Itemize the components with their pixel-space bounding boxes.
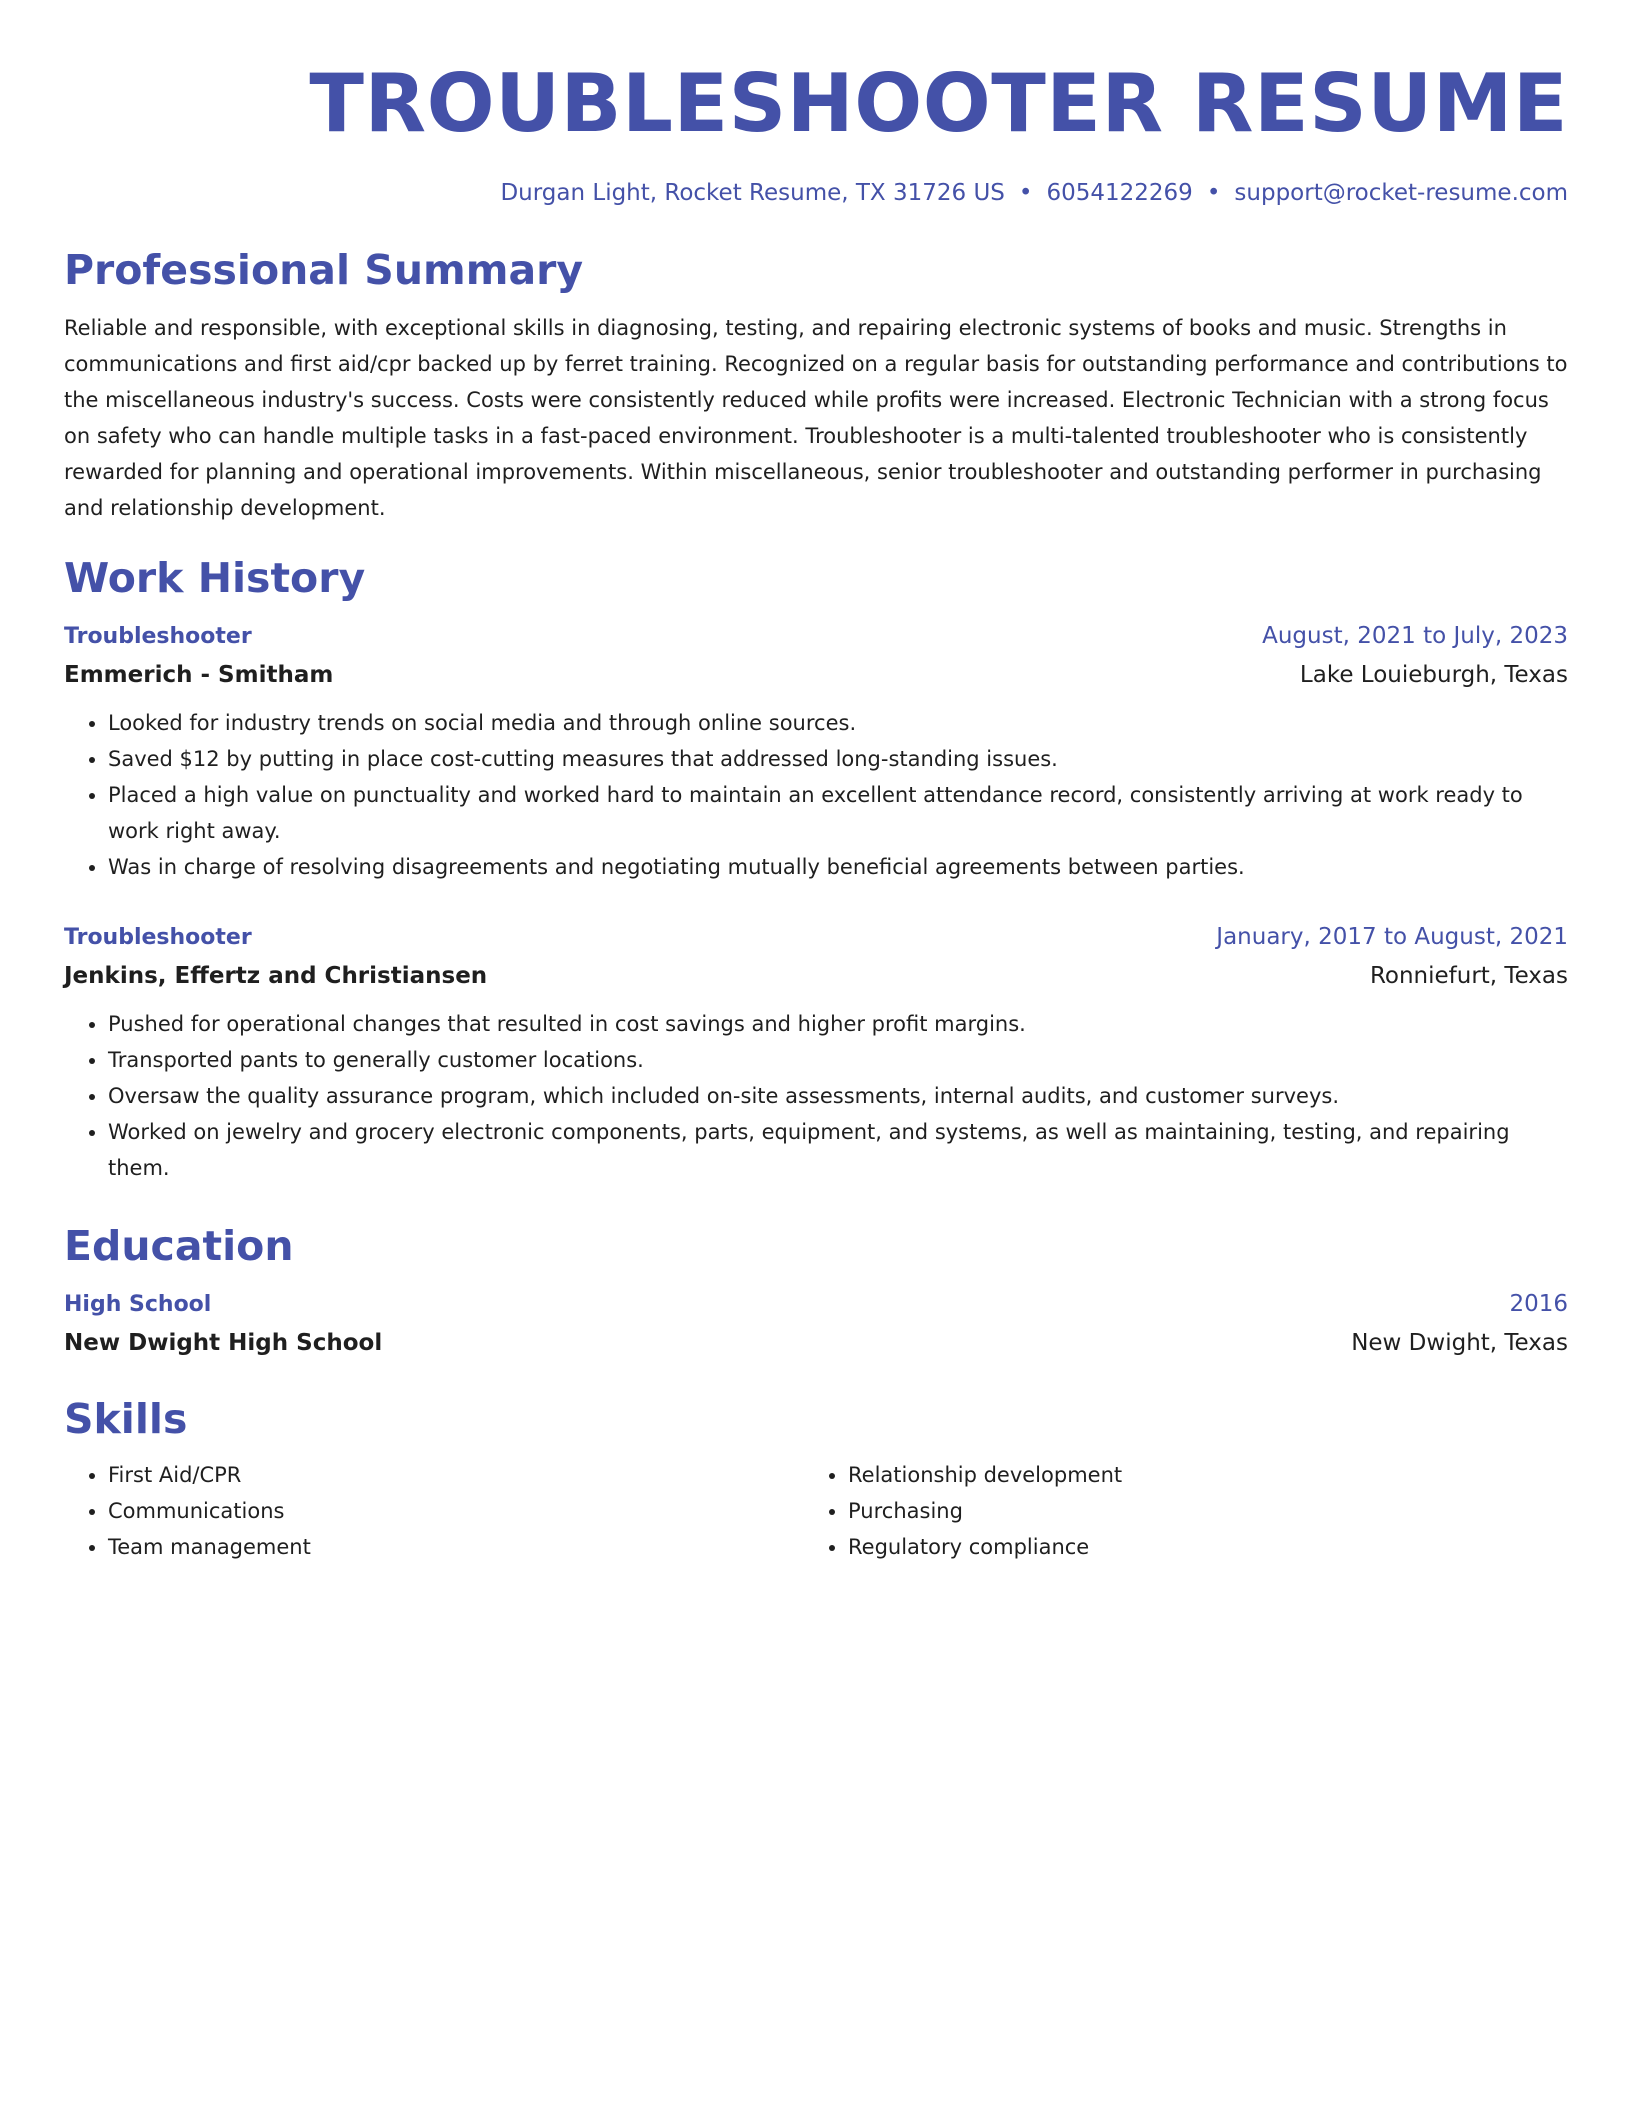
- skill-item: • Team management: [108, 1529, 804, 1565]
- skills-column-left: [64, 1457, 804, 1565]
- job-bullet: • Saved $12 by putting in place cost-cutting measures that addressed long-standing issues.: [108, 741, 1568, 777]
- education-degree-row: [64, 1286, 1568, 1323]
- contact-separator: •: [1018, 180, 1033, 206]
- job-bullets: [64, 1006, 1568, 1186]
- job-bullet: • Worked on jewelry and grocery electronic components, parts, equipment, and systems, as well as maintaining, testing, and repairing them.: [108, 1114, 1568, 1186]
- job-company-row: [64, 956, 1568, 996]
- skill-item: • Communications: [108, 1493, 804, 1529]
- skills-heading: Skills: [64, 1395, 188, 1443]
- job-bullet: • Oversaw the quality assurance program, which included on-site assessments, internal audits, and customer surveys.: [108, 1078, 1568, 1114]
- job-entry: [64, 919, 1568, 1186]
- job-title: Troubleshooter: [64, 624, 252, 649]
- job-title: Troubleshooter: [64, 925, 252, 950]
- summary-text: Reliable and responsible, with exceptional skills in diagnosing, testing, and repairing electronic systems of books and music. Strengths in communications and first aid/cpr backed up by ferret training. Recognized on a regular basis for outstanding performance and contributions to the miscellaneous industry's success. Costs were consistently reduced while profits were increased. Electronic Technician with a strong focus on safety who can handle multiple tasks in a fast-paced environment. Troubleshooter is a multi-talented troubleshooter who is consistently rewarded for planning and operational improvements. Within miscellaneous, senior troubleshooter and outstanding performer in purchasing and relationship development.: [64, 316, 1568, 520]
- contact-separator: •: [1206, 180, 1221, 206]
- job-bullet: • Pushed for operational changes that resulted in cost savings and higher profit margins.: [108, 1006, 1568, 1042]
- skill-item: • Regulatory compliance: [848, 1529, 1544, 1565]
- job-entry: [64, 618, 1568, 885]
- skill-item: • Purchasing: [848, 1493, 1544, 1529]
- contact-phone: 6054122269: [1046, 180, 1193, 206]
- skills-grid: [64, 1457, 1568, 1565]
- contact-email: support@rocket-resume.com: [1234, 180, 1568, 206]
- resume-title: TROUBLESHOOTER RESUME: [309, 57, 1568, 150]
- resume-page: [64, 52, 1568, 1565]
- summary-heading: Professional Summary: [64, 246, 584, 294]
- job-dates: August, 2021 to July, 2023: [1262, 623, 1568, 649]
- contact-address: Durgan Light, Rocket Resume, TX 31726 US: [500, 180, 1005, 206]
- education-entry: [64, 1286, 1568, 1363]
- education-degree: High School: [64, 1292, 212, 1317]
- skill-item: • Relationship development: [848, 1457, 1544, 1493]
- contact-line: [64, 178, 1568, 208]
- education-school-row: [64, 1323, 1568, 1363]
- job-bullet: • Transported pants to generally customer locations.: [108, 1042, 1568, 1078]
- job-bullet: • Was in charge of resolving disagreements and negotiating mutually beneficial agreements between parties.: [108, 849, 1568, 885]
- education-year: 2016: [1509, 1291, 1568, 1317]
- job-bullet: • Looked for industry trends on social media and through online sources.: [108, 705, 1568, 741]
- job-dates: January, 2017 to August, 2021: [1216, 924, 1568, 950]
- education-heading: Education: [64, 1222, 294, 1270]
- education-school: New Dwight High School: [64, 1330, 383, 1356]
- job-bullet: • Placed a high value on punctuality and worked hard to maintain an excellent attendance record, consistently arriving at work ready to work right away.: [108, 777, 1568, 849]
- job-company-row: [64, 655, 1568, 695]
- skills-column-right: [804, 1457, 1544, 1565]
- job-bullets: [64, 705, 1568, 885]
- work-history-heading: Work History: [64, 554, 366, 602]
- job-title-row: [64, 919, 1568, 956]
- skill-item: • First Aid/CPR: [108, 1457, 804, 1493]
- job-company: Jenkins, Effertz and Christiansen: [64, 963, 488, 989]
- education-location: New Dwight, Texas: [1351, 1330, 1568, 1356]
- job-location: Lake Louieburgh, Texas: [1299, 662, 1568, 688]
- job-title-row: [64, 618, 1568, 655]
- job-location: Ronniefurt, Texas: [1369, 963, 1568, 989]
- job-company: Emmerich - Smitham: [64, 662, 334, 688]
